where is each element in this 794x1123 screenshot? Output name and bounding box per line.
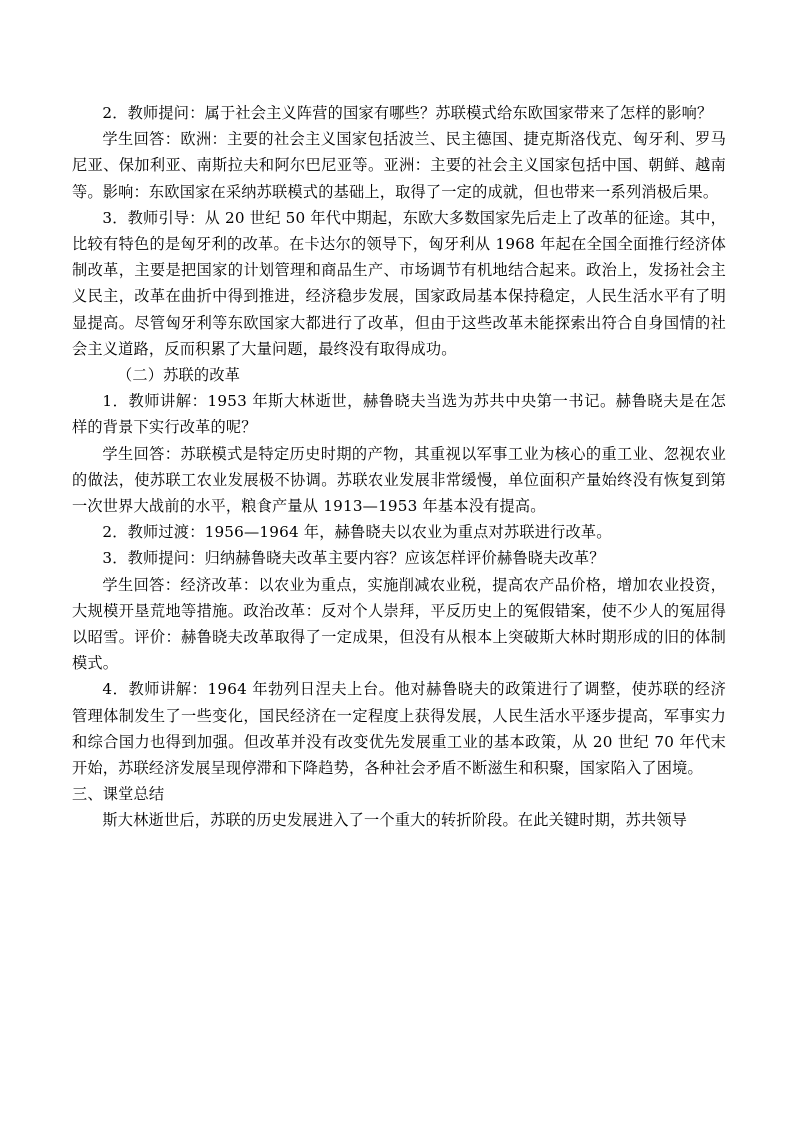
section-heading-soviet-reform: （二）苏联的改革 xyxy=(117,366,241,385)
paragraph-teacher-question-2: 2．教师提问：属于社会主义阵营的国家有哪些？苏联模式给东欧国家带来了怎样的影响？ xyxy=(102,104,713,122)
paragraph-student-answer-soviet-model: 学生回答：苏联模式是特定历史时期的产物，其重视以军事工业为核心的重工业、忽视农业的做法，使苏联工农业发展极不协调。苏联农业发展非常缓慢，单位面积产量始终没有恢复到第一次世界大战前的水平，粮食产量从 1913—1953 年基本没有提高。 xyxy=(72,444,726,516)
paragraph-teacher-explain-1: 1．教师讲解：1953 年斯大林逝世，赫鲁晓夫当选为苏共中央第一书记。赫鲁晓夫是在怎样的背景下实行改革的呢？ xyxy=(72,392,726,437)
paragraph-teacher-transition-2: 2．教师过渡：1956—1964 年，赫鲁晓夫以农业为重点对苏联进行改革。 xyxy=(102,523,612,542)
section-heading-class-summary: 三、课堂总结 xyxy=(72,785,165,804)
paragraph-teacher-explain-4: 4．教师讲解：1964 年勃列日涅夫上台。他对赫鲁晓夫的政策进行了调整，使苏联的经济管理体制发生了一些变化，国民经济在一定程度上获得发展，人民生活水平逐步提高，军事实力和综合国力也得到加强。但改革并没有改变优先发展重工业的基本政策，从 20 世纪 70 年代末开始，苏联经济发展呈现停滞和下降趋势，各种社会矛盾不断滋生和积聚，国家陷入了困境。 xyxy=(72,680,726,778)
paragraph-student-answer-socialist-countries: 学生回答：欧洲：主要的社会主义国家包括波兰、民主德国、捷克斯洛伐克、匈牙利、罗马尼亚、保加利亚、南斯拉夫和阿尔巴尼亚等。亚洲：主要的社会主义国家包括中国、朝鲜、越南等。影响：东欧国家在采纳苏联模式的基础上，取得了一定的成就，但也带来一系列消极后果。 xyxy=(72,130,726,201)
paragraph-summary: 斯大林逝世后，苏联的历史发展进入了一个重大的转折阶段。在此关键时期，苏共领导 xyxy=(102,811,688,830)
document-body xyxy=(72,100,726,834)
paragraph-teacher-question-3: 3．教师提问：归纳赫鲁晓夫改革主要内容？应该怎样评价赫鲁晓夫改革？ xyxy=(102,549,605,568)
paragraph-teacher-guide-3: 3．教师引导：从 20 世纪 50 年代中期起，东欧大多数国家先后走上了改革的征途。其中，比较有特色的是匈牙利的改革。在卡达尔的领导下，匈牙利从 1968 年起在全国全面推行经济体制改革，主要是把国家的计划管理和商品生产、市场调节有机地结合起来。政治上，发扬社会主义民主，改革在曲折中得到推进，经济稳步发展，国家政局基本保持稳定，人民生活水平有了明显提高。尽管匈牙利等东欧国家大都进行了改革，但由于这些改革未能探索出符合自身国情的社会主义道路，反而积累了大量问题，最终没有取得成功。 xyxy=(72,208,726,358)
paragraph-student-answer-khrushchev: 学生回答：经济改革：以农业为重点，实施削减农业税，提高农产品价格，增加农业投资，大规模开垦荒地等措施。政治改革：反对个人崇拜，平反历史上的冤假错案，使不少人的冤屈得以昭雪。评价：赫鲁晓夫改革取得了一定成果，但没有从根本上突破斯大林时期形成的旧的体制模式。 xyxy=(72,575,726,673)
